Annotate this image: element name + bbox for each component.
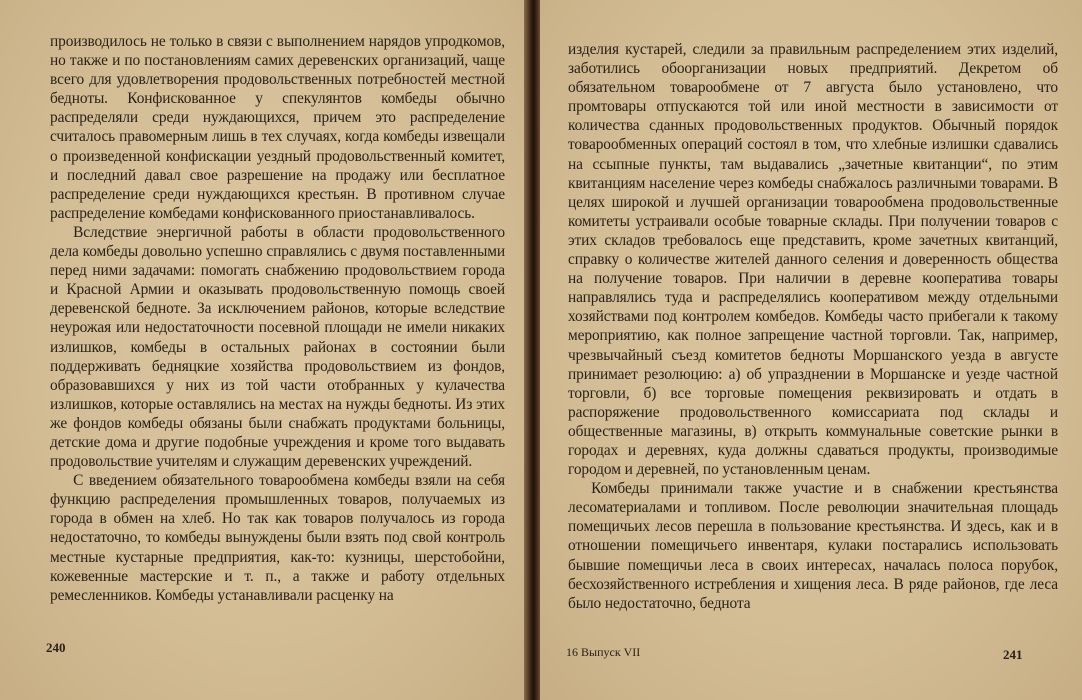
right-page-text — [568, 40, 1058, 613]
left-page-text — [50, 32, 505, 605]
right-paragraph-1: изделия кустарей, следили за правильным распределением этих изделий, заботились обоорганизации новых предприятий. Декретом об обязательном товарообмене от 7 августа было установлено, что промтовары отпускаются той или иной местности в зависимости от количества сданных продовольственных продуктов. Обычный порядок товарообменных операций состоял в том, что хлебные излишки сдавались на ссыпные пункты, там выдавались „зачетные квитанции“, по этим квитанциям население через комбеды снабжалось различными товарами. В целях широкой и лучшей организации товарообмена продовольственные комитеты устраивали особые товарные склады. При получении товаров с этих складов требовалось еще представить, кроме зачетных квитанций, справку о количестве жителей данного селения и доверенность общества на получение товаров. При наличии в деревне кооператива товары направлялись туда и распределялись кооперативом между отдельными хозяйствами под контролем комбедов. Комбеды часто прибегали к такому мероприятию, как полное запрещение частной торговли. Так, например, чрезвычайный съезд комитетов бедноты Моршанского уезда в августе принимает резолюцию: а) об упразднении в Моршанске и уезде частной торговли, б) все торговые помещения реквизировать и отдать в распоряжение продовольственного комиссариата под склады и общественные магазины, в) открыть коммунальные советские рынки в городах и деревнях, куда должны сдаваться продукты, производимые городом и деревней, по установленным ценам. — [568, 41, 1058, 479]
right-page-number: 241 — [1003, 647, 1023, 662]
left-paragraph-3: С введением обязательного товарообмена комбеды взяли на себя функцию распределения промышленных товаров, получаемых из города в обмен на хлеб. Но так как товаров получалось из города недостаточно, то комбеды вынуждены были взять под свой контроль местные кустарные предприятия, как-то: кузницы, шерстобойни, кожевенные мастерские и т. п., а также и работу отдельных ремесленников. Комбеды устанавливали расценку на — [50, 472, 505, 604]
left-page — [0, 0, 527, 700]
right-page — [540, 0, 1082, 700]
right-paragraph-2: Комбеды принимали также участие и в снабжении крестьянства лесоматериалами и топливом. После революции значительная площадь помещичьих лесов перешла в пользование крестьянства. И здесь, как и в отношении помещичьего инвентаря, кулаки постарались использовать бывшие помещичьи леса в своих интересах, началась полоса порубок, бесхозяйственного истребления и хищения леса. В ряде районов, где леса было недостаточно, беднота — [568, 480, 1058, 612]
printer-signature: 16 Выпуск VII — [566, 645, 641, 659]
left-page-number: 240 — [46, 640, 66, 655]
left-paragraph-2: Вследствие энергичной работы в области продовольственного дела комбеды довольно успешно справлялись с двумя поставленными перед ними задачами: помогать снабжению продовольствием города и Красной Армии и оказывать продовольственную помощь своей деревенской бедноте. За исключением районов, которые вследствие неурожая или недостаточности посевной площади не имели никаких излишков, комбеды в остальных районах в состоянии были поддерживать бедняцкие хозяйства продовольствием из фондов, образовавшихся у них из той части отобранных у кулачества излишков, которые оставлялись на местах на нужды бедноты. Из этих же фондов комбеды обязаны были снабжать продуктами больницы, детские дома и другие подобные учреждения и кроме того выдавать продовольствие учителям и служащим деревенских учреждений. — [50, 223, 505, 471]
left-paragraph-1: производилось не только в связи с выполнением нарядов упродкомов, но также и по постановлениям самих деревенских организаций, чаще всего для удовлетворения продовольственных потребностей местной бедноты. Конфискованное у спекулянтов комбеды обычно распределяли среди нуждающихся, причем это распределение считалось правомерным лишь в тех случаях, когда комбеды извещали о произведенной конфискации уездный продовольственный комитет, и последний давал свое разрешение на продажу или бесплатное распределение среди нуждающихся крестьян. В противном случае распределение комбедами конфискованного приостанавливалось. — [50, 33, 505, 222]
